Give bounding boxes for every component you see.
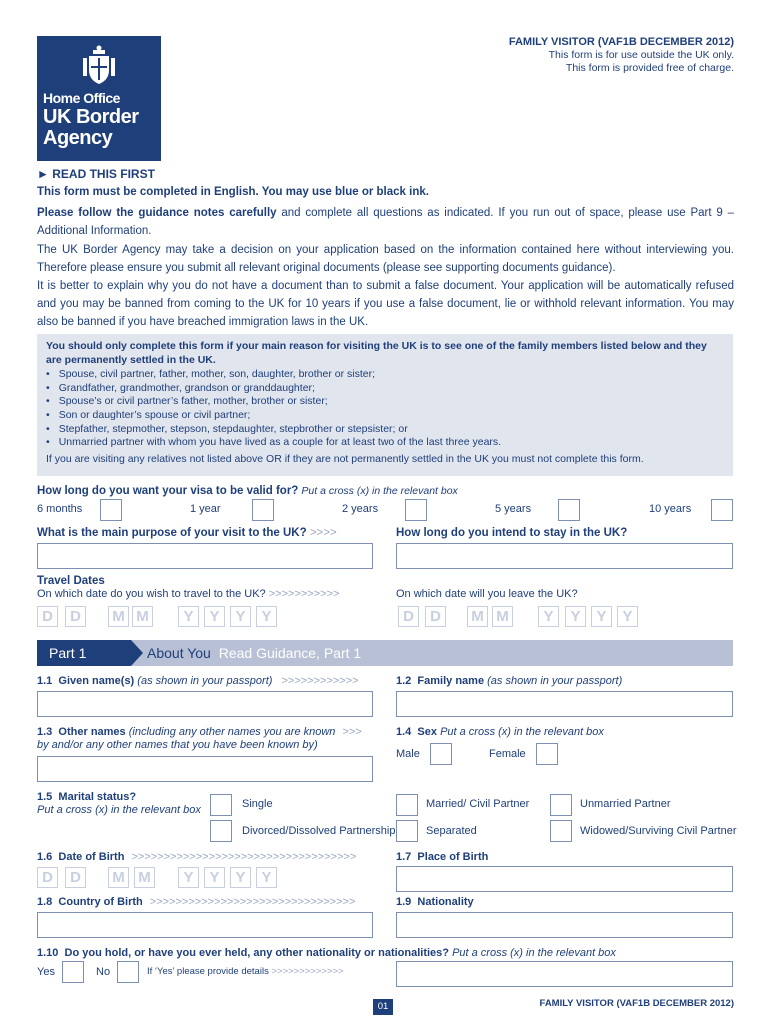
marital-divorced-label: Divorced/Dissolved Partnership (242, 825, 396, 837)
marital-separated-label: Separated (426, 825, 477, 837)
other-nationality-details-label: If ‘Yes’ please provide details >>>>>>>>>>>>> (147, 966, 344, 977)
visa-option-1-year-label: 1 year (190, 503, 221, 515)
date-digit-box[interactable]: Y (204, 867, 225, 888)
date-digit-box[interactable]: Y (256, 606, 277, 627)
q1-5-label: 1.5 Marital status? Put a cross (x) in the relevant box (37, 791, 201, 816)
logo-home-office: Home Office (43, 90, 120, 106)
marital-widowed-label: Widowed/Surviving Civil Partner (580, 825, 737, 837)
marital-separated-checkbox[interactable] (396, 820, 418, 842)
date-digit-box[interactable]: Y (617, 606, 638, 627)
q1-8-label: 1.8 Country of Birth >>>>>>>>>>>>>>>>>>>>>>>>>>>>>>>> (37, 896, 356, 908)
intro-english: This form must be completed in English. You may use blue or black ink. (37, 186, 429, 198)
list-item: • Unmarried partner with whom you have lived as a couple for at least two of the last three years. (46, 436, 724, 450)
royal-crest-icon (75, 44, 123, 88)
page-number: 01 (373, 999, 393, 1015)
list-item: • Grandfather, grandmother, grandson or granddaughter; (46, 382, 724, 396)
place-of-birth-input[interactable] (396, 866, 733, 892)
footer-title: FAMILY VISITOR (VAF1B DECEMBER 2012) (539, 998, 734, 1009)
date-digit-box[interactable]: M (132, 606, 153, 627)
notice-footer: If you are visiting any relatives not listed above OR if they are not permanently settled in the UK you must not complete this form. (46, 452, 644, 465)
marital-single-checkbox[interactable] (210, 794, 232, 816)
purpose-question: What is the main purpose of your visit to the UK? >>>> (37, 527, 337, 539)
visa-question: How long do you want your visa to be valid for? Put a cross (x) in the relevant box (37, 485, 458, 497)
marital-married-label: Married/ Civil Partner (426, 798, 530, 810)
date-digit-box[interactable]: D (37, 867, 58, 888)
date-digit-box[interactable]: Y (204, 606, 225, 627)
family-name-input[interactable] (396, 691, 733, 717)
date-digit-box[interactable]: Y (178, 867, 199, 888)
marital-married-checkbox[interactable] (396, 794, 418, 816)
q1-6-label: 1.6 Date of Birth >>>>>>>>>>>>>>>>>>>>>>>>>>>>>>>>>>> (37, 851, 357, 863)
eligibility-notice (37, 334, 733, 476)
q1-7-label: 1.7 Place of Birth (396, 851, 489, 863)
date-digit-box[interactable]: Y (230, 867, 251, 888)
logo-agency: UK Border Agency (43, 106, 139, 149)
visa-option-2-years-label: 2 years (342, 503, 379, 515)
intro-false-document: It is better to explain why you do not have a document than to submit a false document. Your application will be automatically refused and you may be banned from coming to the UK for 10 years if you use a false document, lie or withhold relevant information. You may also be banned if you have breached immigration laws in the UK. (37, 280, 734, 328)
travel-leave-label: On which date will you leave the UK? (396, 588, 578, 600)
date-digit-box[interactable]: M (492, 606, 513, 627)
read-this-first: ► READ THIS FIRST (37, 167, 155, 181)
list-item: • Spouse, civil partner, father, mother, son, daughter, brother or sister; (46, 368, 724, 382)
sex-female-checkbox[interactable] (536, 743, 558, 765)
other-nationality-no-label: No (96, 966, 111, 978)
travel-dates-heading: Travel Dates (37, 575, 105, 587)
visa-2-years-checkbox[interactable] (405, 499, 427, 521)
marital-single-label: Single (242, 798, 273, 810)
part-1-tab: Part 1 (37, 640, 131, 666)
date-digit-box[interactable]: M (108, 867, 129, 888)
list-item: • Spouse’s or civil partner’s father, mother, brother or sister; (46, 395, 724, 409)
visa-6-months-checkbox[interactable] (100, 499, 122, 521)
marital-unmarried-label: Unmarried Partner (580, 798, 671, 810)
date-digit-box[interactable]: Y (591, 606, 612, 627)
country-of-birth-input[interactable] (37, 912, 373, 938)
date-digit-box[interactable]: Y (538, 606, 559, 627)
part-1-title: About You Read Guidance, Part 1 (147, 645, 362, 661)
date-digit-box[interactable]: M (134, 867, 155, 888)
list-item: • Son or daughter’s spouse or civil partner; (46, 409, 724, 423)
q1-9-label: 1.9 Nationality (396, 896, 474, 908)
q1-4-label: 1.4 Sex Put a cross (x) in the relevant box (396, 726, 604, 738)
play-arrow-icon: ► (37, 167, 49, 181)
intro-guidance: Please follow the guidance notes carefully and complete all questions as indicated. If you run out of space, please use Part 9 – Additional Information. (37, 207, 735, 237)
family-member-list (46, 368, 724, 450)
date-digit-box[interactable]: D (37, 606, 58, 627)
date-digit-box[interactable]: Y (256, 867, 277, 888)
q1-10-label: 1.10 Do you hold, or have you ever held, any other nationality or nationalities? Put a cross (x) in the relevant box (37, 947, 616, 959)
visa-option-10-years-label: 10 years (649, 503, 692, 515)
notice-heading: You should only complete this form if your main reason for visiting the UK is to see one of the family members listed below and they are permanently settled in the UK. (46, 340, 707, 366)
date-digit-box[interactable]: M (467, 606, 488, 627)
q1-2-label: 1.2 Family name (as shown in your passport) (396, 675, 623, 687)
sex-male-label: Male (396, 748, 420, 760)
marital-widowed-checkbox[interactable] (550, 820, 572, 842)
date-digit-box[interactable]: D (425, 606, 446, 627)
list-item: • Stepfather, stepmother, stepson, stepdaughter, stepbrother or stepsister; or (46, 423, 724, 437)
other-nationality-details-input[interactable] (396, 961, 733, 987)
date-digit-box[interactable]: M (108, 606, 129, 627)
visa-5-years-checkbox[interactable] (558, 499, 580, 521)
marital-unmarried-checkbox[interactable] (550, 794, 572, 816)
header-line-2: This form is provided free of charge. (565, 62, 734, 74)
date-digit-box[interactable]: D (65, 867, 86, 888)
marital-divorced-checkbox[interactable] (210, 820, 232, 842)
date-digit-box[interactable]: Y (565, 606, 586, 627)
date-digit-box[interactable]: Y (230, 606, 251, 627)
purpose-input[interactable] (37, 543, 373, 569)
sex-female-label: Female (489, 748, 526, 760)
travel-arrive-label: On which date do you wish to travel to the UK? >>>>>>>>>>> (37, 588, 340, 600)
other-names-input[interactable] (37, 756, 373, 782)
date-digit-box[interactable]: D (65, 606, 86, 627)
uk-border-agency-logo (37, 36, 161, 161)
date-digit-box[interactable]: D (398, 606, 419, 627)
other-nationality-no-checkbox[interactable] (117, 961, 139, 983)
sex-male-checkbox[interactable] (430, 743, 452, 765)
visa-10-years-checkbox[interactable] (711, 499, 733, 521)
visa-option-6-months-label: 6 months (37, 503, 83, 515)
other-nationality-yes-checkbox[interactable] (62, 961, 84, 983)
visa-option-5-years-label: 5 years (495, 503, 532, 515)
header-line-1: This form is for use outside the UK only. (548, 49, 734, 61)
nationality-input[interactable] (396, 912, 733, 938)
q1-3-label: 1.3 Other names (including any other names you are known >>> by and/or any other names that you have been known by) (37, 726, 362, 751)
form-title: FAMILY VISITOR (VAF1B DECEMBER 2012) (508, 36, 734, 48)
q1-1-label: 1.1 Given name(s) (as shown in your passport) >>>>>>>>>>>> (37, 675, 359, 687)
intro-decision: The UK Border Agency may take a decision on your application based on the information contained here without interviewing you. Therefore please ensure you submit all relevant original documents (please see supporting documents guidance). (37, 244, 734, 274)
stay-duration-input[interactable] (396, 543, 733, 569)
given-names-input[interactable] (37, 691, 373, 717)
date-digit-box[interactable]: Y (178, 606, 199, 627)
part-arrow-icon (131, 640, 143, 666)
visa-1-year-checkbox[interactable] (252, 499, 274, 521)
other-nationality-yes-label: Yes (37, 966, 55, 978)
stay-question: How long do you intend to stay in the UK? (396, 527, 628, 539)
